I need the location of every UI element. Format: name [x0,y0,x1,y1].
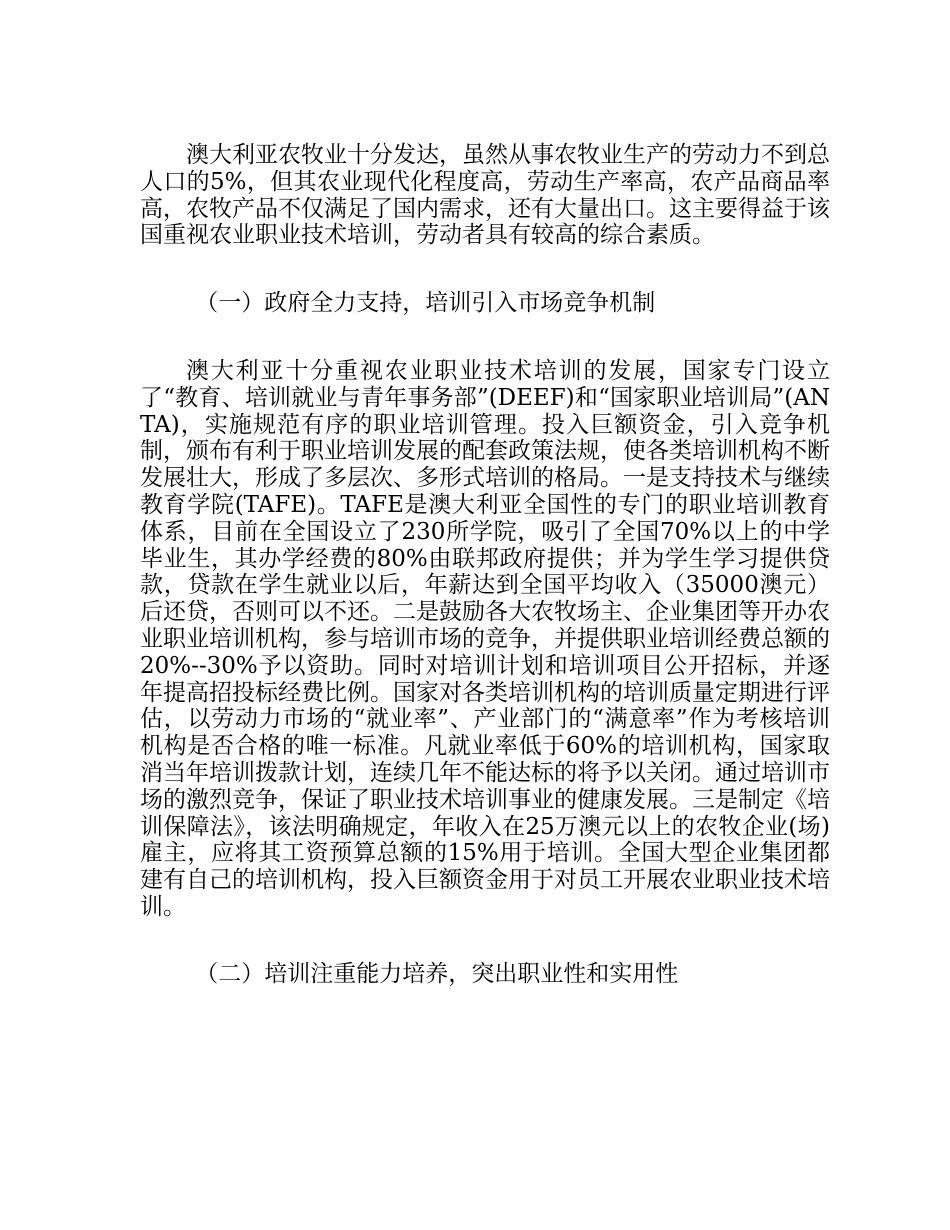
section-heading-2: （二）培训注重能力培养，突出职业性和实用性 [195,960,679,987]
section-heading-1: （一）政府全力支持，培训引入市场竞争机制 [195,290,656,317]
section-1-paragraph: 澳大利亚十分重视农业职业技术培训的发展，国家专门设立了“教育、培训就业与青年事务部”(DEEF)和“国家职业培训局”(ANTA)，实施规范有序的职业培训管理。投入巨额资金，引入竞争机制，颁布有利于职业培训发展的配套政策法规，使各类培训机构不断发展壮大，形成了多层次、多形式培训的格局。一是支持技术与继续教育学院(TAFE)。TAFE是澳大利亚全国性的专门的职业培训教育体系，目前在全国设立了230所学院，吸引了全国70%以上的中学毕业生，其办学经费的80%由联邦政府提供；并为学生学习提供贷款，贷款在学生就业以后，年薪达到全国平均收入（35000澳元）后还贷，否则可以不还。二是鼓励各大农牧场主、企业集团等开办农业职业培训机构，参与培训市场的竞争，并提供职业培训经费总额的20%--30%予以资助。同时对培训计划和培训项目公开招标，并逐年提高招投标经费比例。国家对各类培训机构的培训质量定期进行评估，以劳动力市场的“就业率”、产业部门的“满意率”作为考核培训机构是否合格的唯一标准。凡就业率低于60%的培训机构，国家取消当年培训拨款计划，连续几年不能达标的将予以关闭。通过培训市场的激烈竞争，保证了职业技术培训事业的健康发展。三是制定《培训保障法》，该法明确规定，年收入在25万澳元以上的农牧企业(场)雇主，应将其工资预算总额的15%用于培训。全国大型企业集团都建有自己的培训机构，投入巨额资金用于对员工开展农业职业技术培训。 [140,357,830,920]
document-body [140,142,830,988]
intro-paragraph: 澳大利亚农牧业十分发达，虽然从事农牧业生产的劳动力不到总人口的5%，但其农业现代化程度高，劳动生产率高，农产品商品率高，农牧产品不仅满足了国内需求，还有大量出口。这主要得益于该国重视农业职业技术培训，劳动者具有较高的综合素质。 [140,142,830,249]
